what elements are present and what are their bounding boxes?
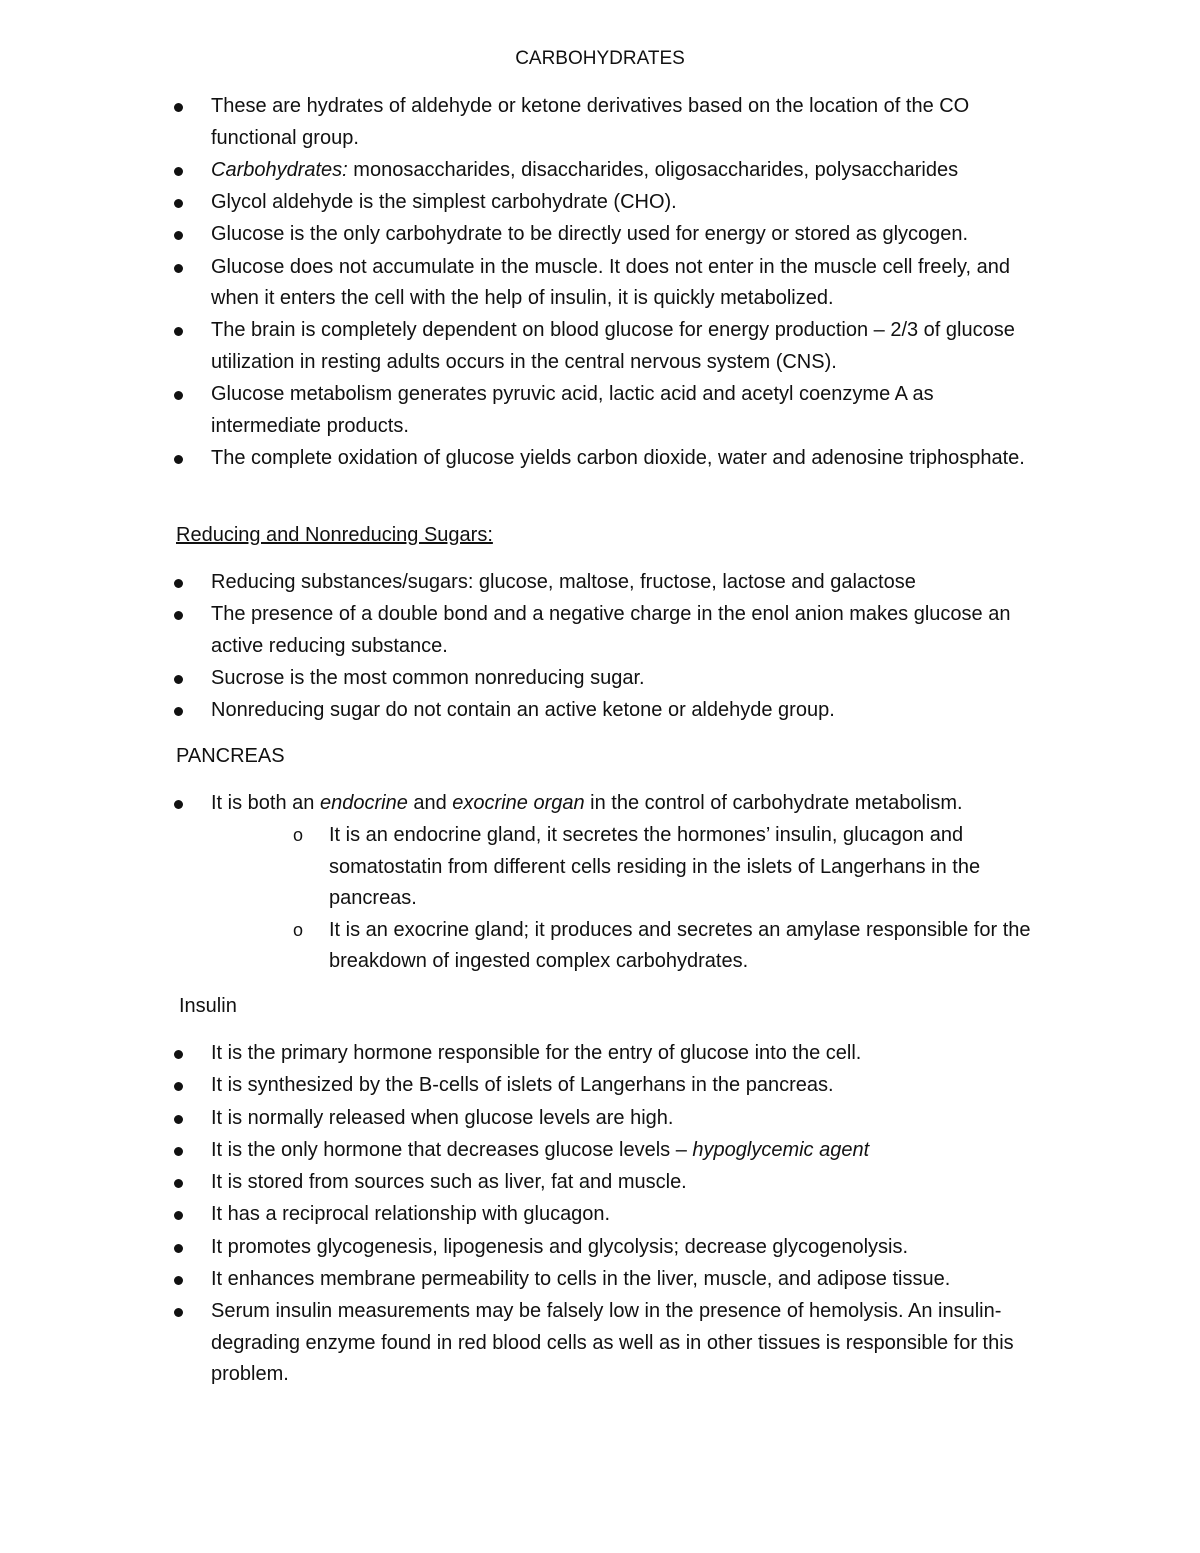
list-item: Glucose metabolism generates pyruvic acid, lactic acid and acetyl coenzyme A as intermediate products. — [0, 379, 1046, 442]
list-item: The presence of a double bond and a negative charge in the enol anion makes glucose an active reducing substance. — [0, 599, 1046, 662]
list-item: Sucrose is the most common nonreducing sugar. — [0, 663, 1046, 695]
bullet-icon — [174, 391, 183, 400]
bullet-icon — [174, 579, 183, 588]
bullet-icon — [174, 455, 183, 464]
list-item: It is synthesized by the B-cells of islets of Langerhans in the pancreas. — [0, 1070, 1046, 1102]
list-item: Glucose is the only carbohydrate to be directly used for energy or stored as glycogen. — [0, 219, 1046, 251]
bullet-icon — [174, 1179, 183, 1188]
pancreas-list — [0, 788, 1200, 978]
list-item: The complete oxidation of glucose yields carbon dioxide, water and adenosine triphosphate. — [0, 443, 1046, 475]
section-heading-pancreas: PANCREAS — [176, 745, 285, 767]
list-item: The brain is completely dependent on blood glucose for energy production – 2/3 of glucose utilization in resting adults occurs in the central nervous system (CNS). — [0, 315, 1046, 378]
bullet-icon — [174, 103, 183, 112]
list-item: It is both an endocrine and exocrine organ in the control of carbohydrate metabolism. — [0, 788, 1046, 820]
bullet-icon — [174, 1211, 183, 1220]
reducing-list — [0, 567, 1200, 728]
sub-list-item: o It is an endocrine gland, it secretes the hormones’ insulin, glucagon and somatostatin from different cells residing in the islets of Langerhans in the pancreas. — [0, 820, 1047, 915]
list-item: It is normally released when glucose levels are high. — [0, 1103, 1046, 1135]
bullet-icon — [174, 264, 183, 273]
circle-bullet-icon: o — [293, 919, 304, 940]
emphasis: Carbohydrates: — [211, 158, 348, 181]
list-item: Reducing substances/sugars: glucose, maltose, fructose, lactose and galactose — [0, 567, 1046, 599]
intro-list — [0, 91, 1200, 475]
list-item: It is stored from sources such as liver, fat and muscle. — [0, 1167, 1046, 1199]
bullet-icon — [174, 199, 183, 208]
sub-list-item: o It is an exocrine gland; it produces and secretes an amylase responsible for the breakdown of ingested complex carbohydrates. — [0, 915, 1047, 978]
list-item: Nonreducing sugar do not contain an active ketone or aldehyde group. — [0, 695, 1046, 727]
bullet-icon — [174, 707, 183, 716]
list-item: Glycol aldehyde is the simplest carbohydrate (CHO). — [0, 187, 1046, 219]
emphasis: endocrine — [319, 792, 408, 814]
list-item: Carbohydrates: monosaccharides, disaccharides, oligosaccharides, polysaccharides — [0, 155, 1046, 187]
list-item: It is the primary hormone responsible for the entry of glucose into the cell. — [0, 1038, 1046, 1070]
bullet-icon — [174, 327, 183, 336]
list-item: These are hydrates of aldehyde or ketone derivatives based on the location of the CO functional group. — [0, 91, 1046, 154]
bullet-icon — [174, 1050, 183, 1059]
bullet-icon — [174, 1308, 183, 1317]
section-heading-insulin: Insulin — [179, 995, 237, 1017]
bullet-icon — [174, 675, 183, 684]
page-title: CARBOHYDRATES — [515, 48, 685, 69]
bullet-icon — [174, 611, 183, 620]
bullet-icon — [174, 1082, 183, 1091]
bullet-icon — [174, 231, 183, 240]
list-item: It has a reciprocal relationship with glucagon. — [0, 1199, 1046, 1231]
section-heading-reducing: Reducing and Nonreducing Sugars: — [176, 524, 493, 546]
list-item: It promotes glycogenesis, lipogenesis and glycolysis; decrease glycogenolysis. — [0, 1232, 1046, 1264]
bullet-icon — [174, 167, 183, 176]
bullet-icon — [174, 1147, 183, 1156]
bullet-icon — [174, 800, 183, 809]
bullet-icon — [174, 1115, 183, 1124]
emphasis: hypoglycemic agent — [692, 1138, 870, 1161]
list-item: It is the only hormone that decreases glucose levels – hypoglycemic agent — [0, 1135, 1046, 1167]
bullet-icon — [174, 1276, 183, 1285]
list-item: Glucose does not accumulate in the muscle. It does not enter in the muscle cell freely, and when it enters the cell with the help of insulin, it is quickly metabolized. — [0, 252, 1046, 315]
list-item: Serum insulin measurements may be falsely low in the presence of hemolysis. An insulin-degrading enzyme found in red blood cells as well as in other tissues is responsible for this problem. — [0, 1296, 1046, 1391]
insulin-list — [0, 1038, 1200, 1392]
list-item: It enhances membrane permeability to cells in the liver, muscle, and adipose tissue. — [0, 1264, 1046, 1296]
circle-bullet-icon: o — [293, 825, 304, 846]
bullet-icon — [174, 1244, 183, 1253]
emphasis: exocrine organ — [452, 792, 585, 814]
